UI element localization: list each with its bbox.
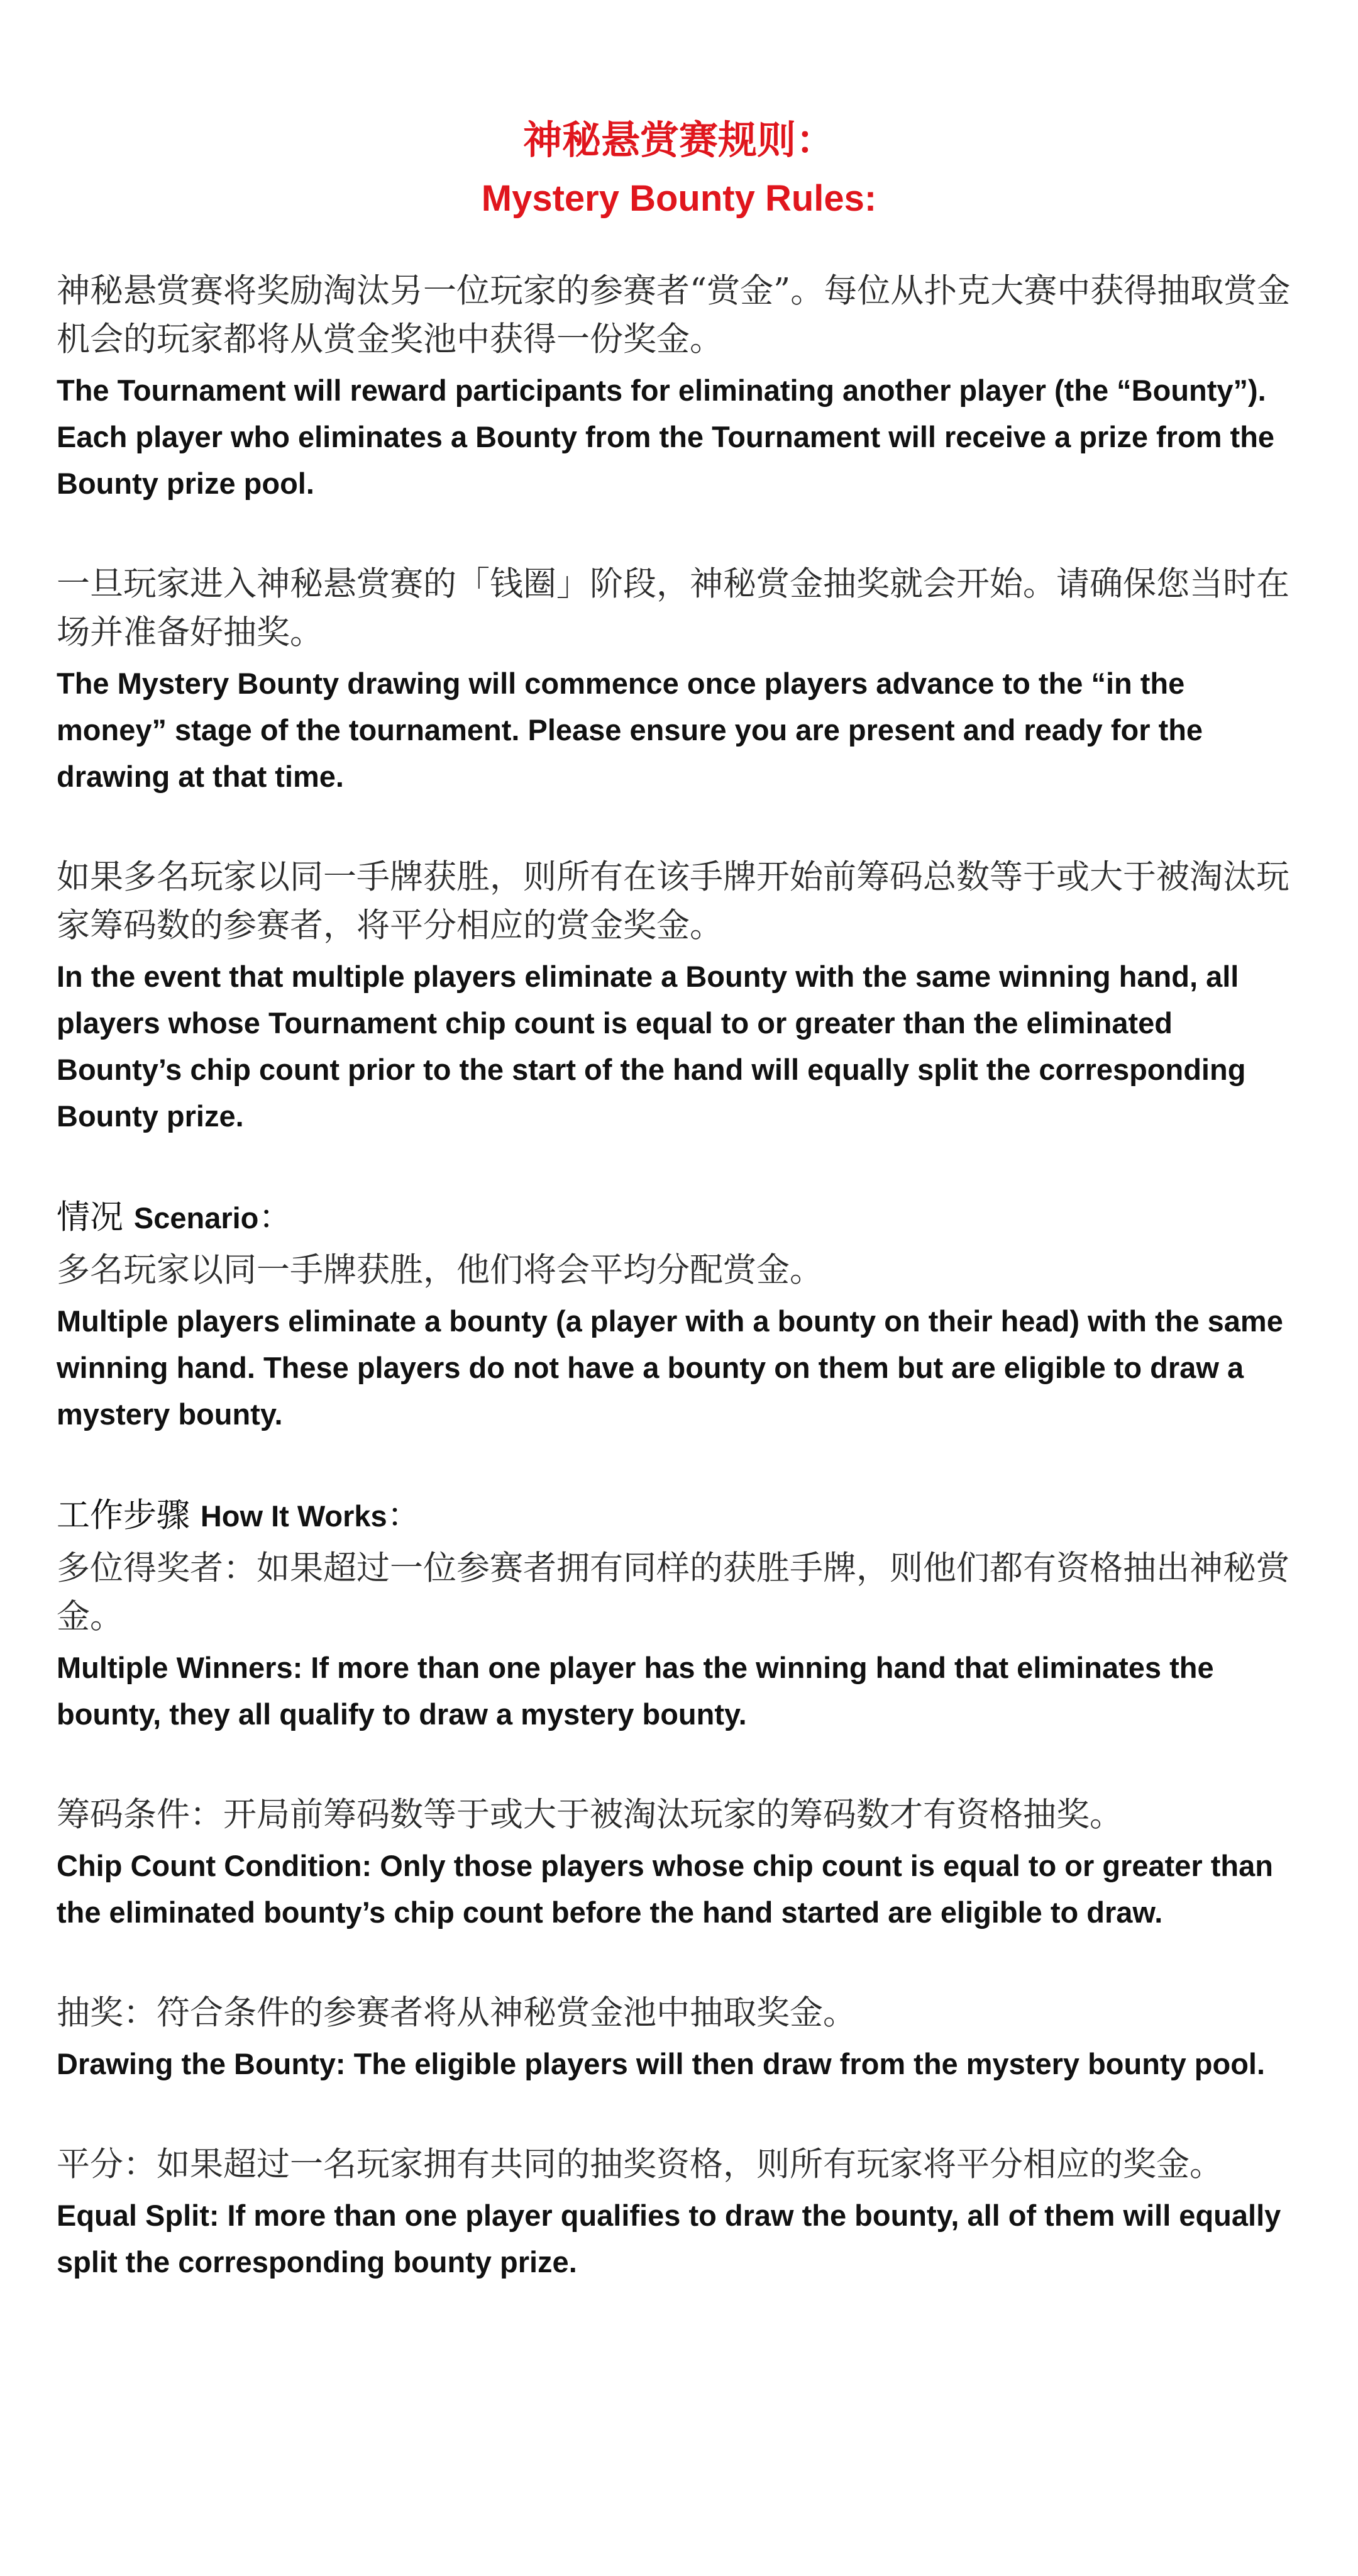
- drawing-the-bounty-section: [57, 1989, 1301, 2087]
- multiple-winners-text-english: Multiple Winners: If more than one player has the winning hand that eliminates the bounty, they all qualify to draw a mystery bounty.: [57, 1651, 1214, 1731]
- scenario-text-english: Multiple players eliminate a bounty (a player with a bounty on their head) with the same winning hand. These players do not have a bounty on them but are eligible to draw a mystery bounty.: [57, 1304, 1283, 1431]
- rule-section-bounty-reward: [57, 267, 1301, 507]
- rule-text-chinese: 神秘悬赏赛将奖励淘汰另一位玩家的参赛者“赏金”。每位从扑克大赛中获得抽取赏金机会的玩家都将从赏金奖池中获得一份奖金。: [57, 272, 1291, 358]
- multiple-winners-text-chinese: 多位得奖者：如果超过一位参赛者拥有同样的获胜手牌，则他们都有资格抽出神秘赏金。: [57, 1549, 1289, 1636]
- rule-text-chinese: 如果多名玩家以同一手牌获胜，则所有在该手牌开始前筹码总数等于或大于被淘汰玩家筹码数的参赛者，将平分相应的赏金奖金。: [57, 858, 1289, 945]
- scenario-heading-chinese: 情况: [57, 1198, 123, 1236]
- scenario-heading: [57, 1192, 1301, 1243]
- rule-text-english: The Mystery Bounty drawing will commence once players advance to the “in the money” stage of the tournament. Please ensure you are present and ready for the drawing at that time.: [57, 667, 1203, 793]
- page-title-chinese: 神秘悬赏赛规则：: [522, 117, 835, 163]
- rule-section-drawing-start: [57, 560, 1301, 800]
- chip-count-text-chinese: 筹码条件：开局前筹码数等于或大于被淘汰玩家的筹码数才有资格抽奖。: [57, 1796, 1123, 1834]
- scenario-heading-colon: ：: [258, 1198, 292, 1236]
- how-it-works-heading-english: How It Works: [200, 1499, 387, 1533]
- chip-count-condition-section: [57, 1790, 1301, 1936]
- how-it-works-section: [57, 1491, 1301, 1738]
- rule-section-split-prize: [57, 853, 1301, 1140]
- rule-text-english: The Tournament will reward participants for eliminating another player (the “Bounty”). Each player who eliminates a Bounty from the Tournament will receive a prize from the Bounty prize pool.: [57, 374, 1275, 500]
- how-it-works-heading: [57, 1491, 1301, 1541]
- page-title-english: Mystery Bounty Rules:: [481, 178, 877, 219]
- how-it-works-heading-chinese: 工作步骤: [57, 1496, 190, 1535]
- how-it-works-heading-colon: ：: [387, 1496, 421, 1535]
- chip-count-text-english: Chip Count Condition: Only those players whose chip count is equal to or greater than the eliminated bounty’s chip count before the hand started are eligible to draw.: [57, 1849, 1273, 1929]
- drawing-text-chinese: 抽奖：符合条件的参赛者将从神秘赏金池中抽取奖金。: [57, 1994, 856, 2032]
- scenario-section: [57, 1192, 1301, 1438]
- drawing-text-english: Drawing the Bounty: The eligible players will then draw from the mystery bounty pool.: [57, 2047, 1266, 2080]
- rule-text-english: In the event that multiple players eliminate a Bounty with the same winning hand, all players whose Tournament chip count is equal to or greater than the eliminated Bounty’s chip count prior to the start of the hand will equally split the corresponding Bounty prize.: [57, 960, 1246, 1133]
- equal-split-text-chinese: 平分：如果超过一名玩家拥有共同的抽奖资格，则所有玩家将平分相应的奖金。: [57, 2145, 1223, 2184]
- equal-split-text-english: Equal Split: If more than one player qualifies to draw the bounty, all of them will equally split the corresponding bounty prize.: [57, 2199, 1281, 2279]
- equal-split-section: [57, 2140, 1301, 2285]
- scenario-heading-english: Scenario: [133, 1201, 259, 1235]
- scenario-text-chinese: 多名玩家以同一手牌获胜，他们将会平均分配赏金。: [57, 1251, 823, 1289]
- rule-text-chinese: 一旦玩家进入神秘悬赏赛的「钱圈」阶段，神秘赏金抽奖就会开始。请确保您当时在场并准备好抽奖。: [57, 565, 1289, 652]
